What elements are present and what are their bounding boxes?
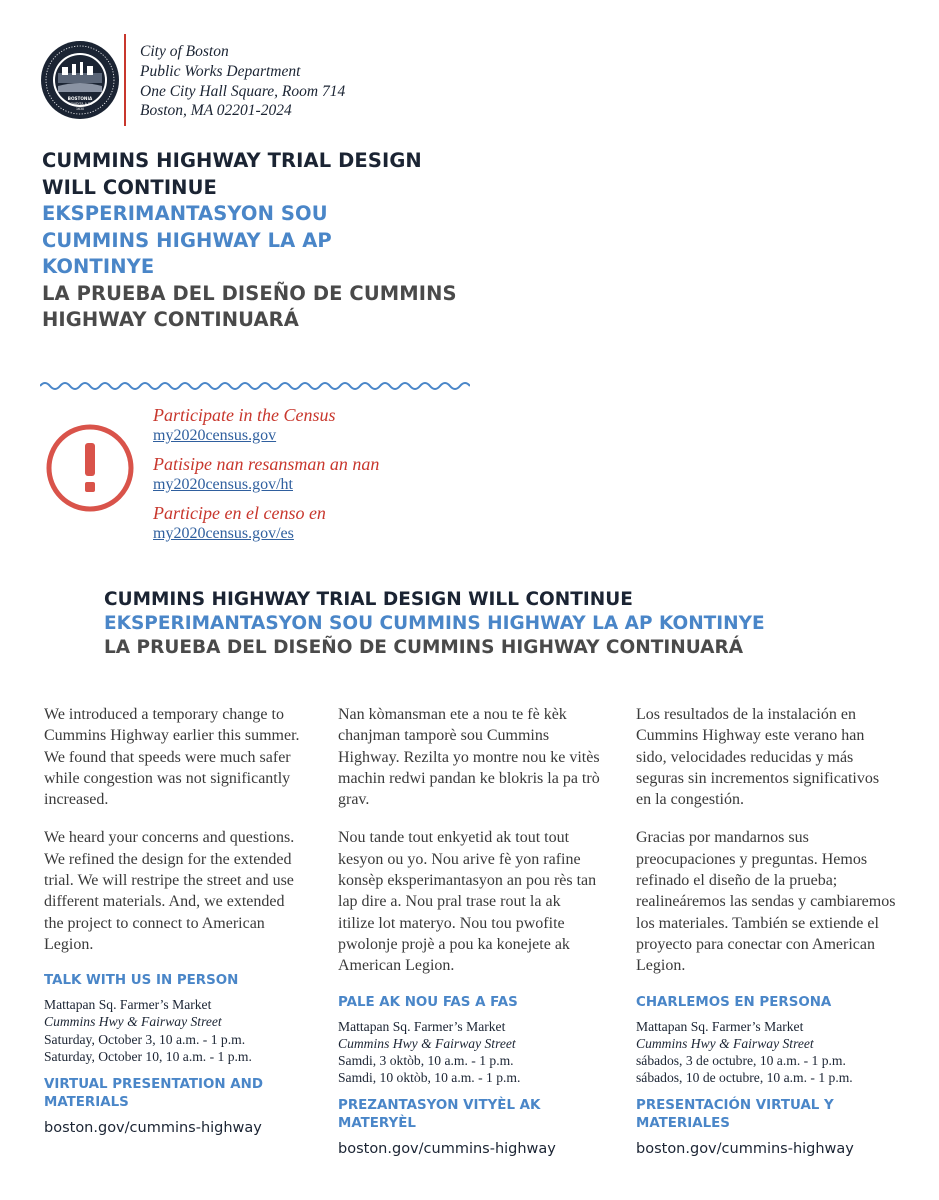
virtual-heading: PRESENTACIÓN VIRTUAL Y MATERIALES [636, 1098, 834, 1132]
paragraph: We introduced a temporary change to Cummins Highway earlier this summer. We found that speeds were much safer while congestion was not significantly increased. [44, 706, 300, 809]
paragraph: Gracias por mandarnos sus preocupaciones y preguntas. Hemos refinado el diseño de la prueba; realineáremos las sendas y cambiaremos los materiales. También se extiende el proyecto para conectar con American Legion. [636, 829, 896, 975]
event-address: Cummins Hwy & Fairway Street [636, 1035, 814, 1051]
section-title-spanish: LA PRUEBA DEL DISEÑO DE CUMMINS HIGHWAY CONTINUARÁ [104, 637, 744, 658]
census-link-spanish[interactable]: my2020census.gov/es [153, 525, 294, 542]
address-line: City of Boston [140, 43, 229, 60]
paragraph: We heard your concerns and questions. We refined the design for the extended trial. We will restripe the street and use different materials. And, we extended the project to connect to American Legion. [44, 829, 295, 953]
column-spanish [636, 704, 898, 1159]
event-location: Mattapan Sq. Farmer’s Market [44, 997, 212, 1013]
event-location: Mattapan Sq. Farmer’s Market [338, 1018, 506, 1034]
page-title [42, 148, 462, 334]
talk-heading: TALK WITH US IN PERSON [44, 973, 239, 989]
event-list [44, 996, 306, 1065]
event-address: Cummins Hwy & Fairway Street [338, 1035, 516, 1051]
project-link[interactable]: boston.gov/cummins-highway [338, 1141, 556, 1158]
census-link-english[interactable]: my2020census.gov [153, 427, 277, 444]
department-address [140, 42, 345, 121]
section-title-haitian-creole: EKSPERIMANTASYON SOU CUMMINS HIGHWAY LA AP KONTINYE [104, 613, 765, 634]
event-date: Samdi, 3 oktòb, 10 a.m. - 1 p.m. [338, 1052, 514, 1068]
event-date: Saturday, October 3, 10 a.m. - 1 p.m. [44, 1031, 246, 1047]
project-link[interactable]: boston.gov/cummins-highway [44, 1120, 262, 1137]
census-notice [153, 404, 379, 551]
event-date: sábados, 10 de octubre, 10 a.m. - 1 p.m. [636, 1070, 853, 1086]
paragraph: Los resultados de la instalación en Cummins Highway este verano han sido, velocidades reducidas y más seguras sin incrementos significativos en la congestión. [636, 706, 880, 809]
census-text-haitian-creole: Patisipe nan resansman an nan [153, 454, 380, 474]
title-spanish: LA PRUEBA DEL DISEÑO DE CUMMINS HIGHWAY CONTINUARÁ [42, 281, 457, 331]
paragraph: Nou tande tout enkyetid ak tout tout kesyon ou yo. Nou arive fè yon rafine konsèp eksperimantasyon an pou rès tan lap dire a. Nou pral trase rout la ak itilize lot materyo. Nou tou pwofite pwolonje projè a pou ka konejete ak American Legion. [338, 829, 597, 975]
seal-text-2: CONDITA A.D. [68, 102, 92, 106]
address-line: Public Works Department [140, 62, 301, 80]
wave-divider [40, 380, 470, 392]
talk-heading: PALE AK NOU FAS A FAS [338, 994, 518, 1010]
virtual-heading: VIRTUAL PRESENTATION AND MATERIALS [44, 1077, 263, 1111]
alert-icon [45, 423, 135, 513]
event-date: Saturday, October 10, 10 a.m. - 1 p.m. [44, 1048, 252, 1064]
section-title-english: CUMMINS HIGHWAY TRIAL DESIGN WILL CONTINUE [104, 589, 633, 610]
seal-text-3: 1630 [75, 107, 85, 111]
census-text-spanish: Participe en el censo en [153, 503, 326, 523]
project-link[interactable]: boston.gov/cummins-highway [636, 1141, 854, 1158]
event-address: Cummins Hwy & Fairway Street [44, 1014, 222, 1030]
city-seal-logo [40, 40, 120, 120]
paragraph: Nan kòmansman ete a nou te fè kèk chanjman tamporè sou Cummins Highway. Rezilta yo montre nou ke vitès machin redwi pandan ke blokris la pa trò grav. [338, 706, 600, 809]
census-link-haitian-creole[interactable]: my2020census.gov/ht [153, 476, 293, 493]
column-haitian-creole [338, 704, 600, 1159]
title-haitian-creole: EKSPERIMANTASYON SOU CUMMINS HIGHWAY LA AP KONTINYE [42, 202, 332, 278]
event-date: Samdi, 10 oktòb, 10 a.m. - 1 p.m. [338, 1070, 521, 1086]
address-line: Boston, MA 02201-2024 [140, 102, 292, 120]
talk-heading: CHARLEMOS EN PERSONA [636, 994, 832, 1010]
seal-text-1: BOSTONIA [67, 96, 93, 101]
section-title [104, 588, 765, 660]
title-english: CUMMINS HIGHWAY TRIAL DESIGN WILL CONTINUE [42, 149, 422, 199]
event-list [338, 1018, 600, 1087]
header-divider [124, 34, 126, 126]
census-text-english: Participate in the Census [153, 405, 336, 425]
virtual-heading: PREZANTASYON VITYÈL AK MATERYÈL [338, 1098, 541, 1132]
event-date: sábados, 3 de octubre, 10 a.m. - 1 p.m. [636, 1052, 846, 1068]
column-english [44, 704, 306, 1138]
event-location: Mattapan Sq. Farmer’s Market [636, 1018, 804, 1034]
event-list [636, 1018, 898, 1087]
address-line: One City Hall Square, Room 714 [140, 82, 346, 100]
